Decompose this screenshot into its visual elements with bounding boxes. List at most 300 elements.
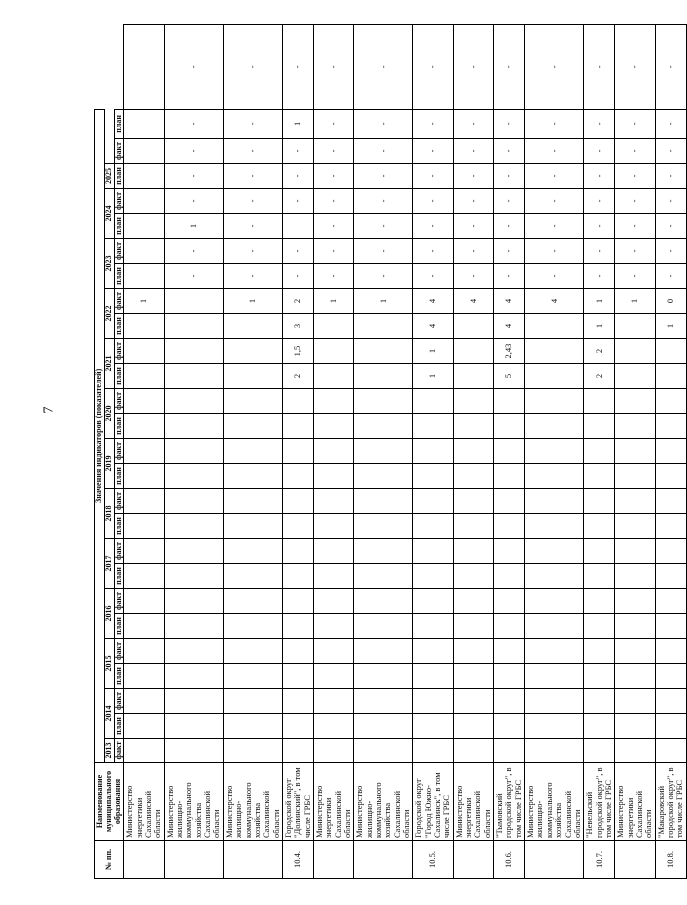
table-cell (124, 239, 164, 264)
table-cell (354, 314, 413, 339)
header-fact: факт (114, 739, 124, 763)
indicator-table-wrapper (94, 24, 685, 879)
table-cell (282, 389, 313, 414)
table-cell (494, 639, 525, 664)
table-cell: - (223, 189, 282, 214)
table-cell (413, 714, 453, 739)
table-cell (494, 464, 525, 489)
table-cell: 1 (223, 289, 282, 314)
header-year-2018: 2018 (104, 489, 114, 539)
table-cell: 4 (494, 314, 525, 339)
row-number: 10.8. (655, 841, 686, 879)
table-cell (164, 539, 223, 564)
row-number: 10.4. (282, 841, 313, 879)
table-cell: - (313, 139, 353, 164)
table-cell (584, 614, 615, 639)
table-cell: - (453, 264, 493, 289)
table-cell (494, 564, 525, 589)
table-cell (413, 464, 453, 489)
table-cell: - (584, 214, 615, 239)
table-cell (124, 364, 164, 389)
table-cell (525, 464, 584, 489)
table-cell (124, 689, 164, 714)
header-plan: план (114, 464, 124, 489)
table-cell (453, 639, 493, 664)
table-cell (164, 314, 223, 339)
table-cell (124, 714, 164, 739)
table-cell (525, 714, 584, 739)
table-row (615, 25, 655, 879)
table-cell: 4 (525, 289, 584, 314)
table-cell: - (164, 109, 223, 138)
table-cell (615, 614, 655, 639)
table-cell: - (494, 189, 525, 214)
table-cell (413, 614, 453, 639)
table-cell (584, 589, 615, 614)
table-cell (413, 589, 453, 614)
header-fact: факт (114, 689, 124, 714)
table-cell (124, 489, 164, 514)
table-cell: - (494, 214, 525, 239)
table-cell: - (494, 109, 525, 138)
table-cell: - (584, 164, 615, 189)
table-cell (354, 739, 413, 763)
table-cell: 1 (413, 339, 453, 364)
table-cell (354, 564, 413, 589)
header-indicator-group: Значения индикаторов (показателей) (95, 109, 105, 762)
table-cell (453, 364, 493, 389)
table-cell: 1 (615, 289, 655, 314)
table-cell (124, 539, 164, 564)
table-cell: - (223, 239, 282, 264)
header-fact: факт (114, 489, 124, 514)
header-year-2016: 2016 (104, 589, 114, 639)
table-cell (313, 589, 353, 614)
table-cell (615, 439, 655, 464)
table-cell (584, 739, 615, 763)
table-cell (413, 389, 453, 414)
table-cell (313, 714, 353, 739)
table-cell: - (164, 164, 223, 189)
table-cell (164, 589, 223, 614)
table-row (525, 25, 584, 879)
table-cell (223, 339, 282, 364)
table-cell (164, 339, 223, 364)
header-plan: план (114, 714, 124, 739)
table-cell: 4 (413, 314, 453, 339)
table-cell (525, 514, 584, 539)
table-cell (655, 564, 686, 589)
table-cell (615, 514, 655, 539)
table-cell (525, 389, 584, 414)
table-cell (124, 664, 164, 689)
table-cell (164, 489, 223, 514)
table-cell (354, 664, 413, 689)
header-plan: план (114, 109, 124, 138)
row-number (354, 841, 413, 879)
row-name: Министерство энергетики Сахалинской области (124, 763, 164, 841)
table-cell (584, 689, 615, 714)
header-fact: факт (114, 139, 124, 164)
table-cell: - (413, 264, 453, 289)
header-fact: факт (114, 339, 124, 364)
header-plan: план (114, 164, 124, 189)
table-cell: - (453, 214, 493, 239)
header-year-2020: 2020 (104, 389, 114, 439)
table-cell (494, 689, 525, 714)
row-number (615, 841, 655, 879)
row-name: Министерство жилищно-коммунального хозяйства Сахалинской области (354, 763, 413, 841)
table-cell (282, 614, 313, 639)
table-cell (223, 439, 282, 464)
table-cell (413, 739, 453, 763)
header-plan: план (114, 414, 124, 439)
table-cell: 5 (494, 364, 525, 389)
table-cell (223, 714, 282, 739)
table-cell (223, 689, 282, 714)
table-cell (282, 689, 313, 714)
table-cell (164, 389, 223, 414)
table-cell (413, 564, 453, 589)
table-cell (494, 389, 525, 414)
table-cell (223, 639, 282, 664)
table-cell (124, 439, 164, 464)
table-cell (525, 339, 584, 364)
table-cell (494, 714, 525, 739)
table-cell: - (453, 109, 493, 138)
table-cell (494, 614, 525, 639)
table-row (494, 25, 525, 879)
table-cell (124, 339, 164, 364)
table-cell: - (655, 109, 686, 138)
table-cell (354, 464, 413, 489)
row-name: Городской округ "Долинский", в том числе ГРБС (282, 763, 313, 841)
table-cell (615, 389, 655, 414)
table-cell (164, 664, 223, 689)
header-number: № пп. (95, 841, 124, 879)
table-cell (453, 489, 493, 514)
table-cell (164, 639, 223, 664)
table-cell: 4 (494, 289, 525, 314)
table-cell: - (453, 189, 493, 214)
header-year-2019: 2019 (104, 439, 114, 489)
table-cell: - (164, 139, 223, 164)
table-cell (655, 364, 686, 389)
header-plan: план (114, 514, 124, 539)
table-cell: 2 (584, 339, 615, 364)
table-cell: 0 (655, 289, 686, 314)
header-fact: факт (114, 189, 124, 214)
table-cell: - (655, 25, 686, 110)
table-cell (124, 314, 164, 339)
table-cell: - (655, 164, 686, 189)
table-cell: 1 (124, 289, 164, 314)
table-cell: - (453, 139, 493, 164)
table-cell: - (223, 164, 282, 189)
header-name: Наименование муниципального образования (95, 763, 124, 841)
row-name: Министерство энергетики Сахалинской области (313, 763, 353, 841)
table-cell (494, 414, 525, 439)
table-cell (584, 539, 615, 564)
header-fact: факт (114, 389, 124, 414)
table-cell (124, 514, 164, 539)
table-cell: - (413, 139, 453, 164)
table-cell (354, 689, 413, 714)
table-row (124, 25, 164, 879)
table-cell: - (615, 164, 655, 189)
table-cell (655, 639, 686, 664)
table-cell (124, 614, 164, 639)
table-cell (354, 414, 413, 439)
table-cell: - (164, 189, 223, 214)
table-cell (282, 739, 313, 763)
table-cell: - (615, 264, 655, 289)
table-cell (164, 514, 223, 539)
table-cell (453, 564, 493, 589)
table-cell (354, 339, 413, 364)
table-cell: - (354, 264, 413, 289)
table-cell: - (584, 239, 615, 264)
table-cell (164, 564, 223, 589)
table-cell: 1 (413, 364, 453, 389)
row-number (453, 841, 493, 879)
header-fact: факт (114, 539, 124, 564)
table-cell: - (282, 264, 313, 289)
table-cell: - (525, 264, 584, 289)
table-cell (655, 414, 686, 439)
table-cell: - (453, 239, 493, 264)
row-number: 10.5. (413, 841, 453, 879)
table-cell (453, 389, 493, 414)
table-cell (453, 689, 493, 714)
table-row (164, 25, 223, 879)
table-cell (655, 539, 686, 564)
header-row-years (104, 25, 114, 879)
table-cell (615, 639, 655, 664)
table-cell: - (313, 164, 353, 189)
header-plan: план (114, 664, 124, 689)
table-row (453, 25, 493, 879)
header-row-group (95, 25, 105, 879)
table-cell (354, 439, 413, 464)
table-cell (282, 514, 313, 539)
header-year-2021: 2021 (104, 339, 114, 389)
table-cell (584, 389, 615, 414)
table-cell (164, 289, 223, 314)
table-cell: - (453, 25, 493, 110)
table-cell (413, 639, 453, 664)
table-cell (453, 314, 493, 339)
indicator-table (94, 24, 687, 879)
table-cell: - (615, 239, 655, 264)
table-cell (525, 564, 584, 589)
table-cell (313, 314, 353, 339)
row-name: Министерство энергетики Сахалинской области (615, 763, 655, 841)
table-cell (223, 414, 282, 439)
table-cell (223, 564, 282, 589)
table-cell (354, 539, 413, 564)
table-cell (584, 639, 615, 664)
table-cell (615, 364, 655, 389)
table-cell (584, 414, 615, 439)
table-cell (354, 714, 413, 739)
table-cell (525, 489, 584, 514)
table-cell: - (223, 264, 282, 289)
table-cell: - (615, 109, 655, 138)
table-cell (615, 664, 655, 689)
row-number (223, 841, 282, 879)
table-cell (164, 689, 223, 714)
table-cell: - (525, 139, 584, 164)
table-cell (494, 514, 525, 539)
table-cell: - (282, 164, 313, 189)
table-cell (313, 639, 353, 664)
header-year-2025: 2025 (104, 164, 114, 189)
table-cell (282, 414, 313, 439)
table-cell (124, 639, 164, 664)
table-cell (313, 689, 353, 714)
table-cell (413, 514, 453, 539)
table-cell (615, 464, 655, 489)
row-name: Министерство энергетики Сахалинской области (453, 763, 493, 841)
table-cell (453, 664, 493, 689)
table-cell (124, 189, 164, 214)
table-cell: - (313, 109, 353, 138)
table-cell (164, 614, 223, 639)
table-cell (354, 589, 413, 614)
table-cell (313, 439, 353, 464)
table-cell (615, 314, 655, 339)
table-cell (282, 589, 313, 614)
table-cell (354, 489, 413, 514)
table-cell: - (413, 109, 453, 138)
table-cell (525, 539, 584, 564)
table-cell: - (584, 109, 615, 138)
table-cell (354, 364, 413, 389)
table-cell: - (655, 189, 686, 214)
table-row (313, 25, 353, 879)
table-cell (655, 464, 686, 489)
header-fact: факт (114, 639, 124, 664)
table-cell (313, 489, 353, 514)
table-cell: 2 (282, 289, 313, 314)
table-cell (615, 739, 655, 763)
table-cell (525, 664, 584, 689)
table-cell (525, 689, 584, 714)
table-cell: - (413, 239, 453, 264)
table-cell: - (223, 25, 282, 110)
table-cell (413, 664, 453, 689)
table-cell (584, 664, 615, 689)
table-cell (494, 739, 525, 763)
page-number: 7 (41, 406, 57, 414)
table-cell (354, 514, 413, 539)
table-cell: - (313, 214, 353, 239)
table-cell (655, 339, 686, 364)
table-cell: - (164, 264, 223, 289)
table-cell (354, 389, 413, 414)
table-cell (282, 439, 313, 464)
table-cell: 2 (584, 364, 615, 389)
table-cell: - (282, 25, 313, 110)
table-cell (584, 464, 615, 489)
table-cell (494, 489, 525, 514)
table-cell: 4 (413, 289, 453, 314)
header-fact: факт (114, 289, 124, 314)
table-cell (413, 439, 453, 464)
table-row (223, 25, 282, 879)
table-cell (584, 489, 615, 514)
row-number: 10.6. (494, 841, 525, 879)
table-cell: - (525, 25, 584, 110)
table-row (282, 25, 313, 879)
table-cell: 1 (354, 289, 413, 314)
table-cell (615, 689, 655, 714)
table-cell (655, 689, 686, 714)
table-cell (124, 214, 164, 239)
table-cell: 4 (453, 289, 493, 314)
table-cell: - (584, 189, 615, 214)
table-cell (453, 614, 493, 639)
table-cell (494, 589, 525, 614)
table-cell (282, 564, 313, 589)
table-cell: 1 (282, 109, 313, 138)
table-row (354, 25, 413, 879)
header-year-2017: 2017 (104, 539, 114, 589)
table-cell (164, 439, 223, 464)
table-cell (282, 464, 313, 489)
row-name: Городской округ "Город Южно-Сахалинск", в том числе ГРБС (413, 763, 453, 841)
table-cell (223, 464, 282, 489)
header-year-2024: 2024 (104, 189, 114, 239)
table-cell: - (615, 189, 655, 214)
table-cell: - (223, 139, 282, 164)
table-cell: - (313, 189, 353, 214)
table-cell (584, 714, 615, 739)
table-cell: - (584, 25, 615, 110)
table-cell: 1 (655, 314, 686, 339)
table-cell: 2 (282, 364, 313, 389)
table-cell: - (494, 139, 525, 164)
table-cell (313, 514, 353, 539)
table-cell: - (313, 264, 353, 289)
table-cell: - (282, 139, 313, 164)
table-cell: - (655, 214, 686, 239)
table-cell (413, 689, 453, 714)
table-cell (124, 589, 164, 614)
table-cell (313, 539, 353, 564)
table-cell (584, 564, 615, 589)
table-cell: - (525, 239, 584, 264)
table-cell: - (354, 214, 413, 239)
header-year-2015: 2015 (104, 639, 114, 689)
table-cell (282, 214, 313, 239)
header-plan: план (114, 214, 124, 239)
header-year-2013: 2013 (104, 739, 114, 763)
table-cell (655, 514, 686, 539)
header-plan: план (114, 314, 124, 339)
table-cell (655, 714, 686, 739)
row-number (124, 841, 164, 879)
table-cell: - (453, 164, 493, 189)
table-cell (615, 339, 655, 364)
table-cell: 1 (313, 289, 353, 314)
table-cell: - (282, 239, 313, 264)
header-year-2023: 2023 (104, 239, 114, 289)
table-cell (655, 389, 686, 414)
table-cell (615, 564, 655, 589)
table-cell (453, 439, 493, 464)
